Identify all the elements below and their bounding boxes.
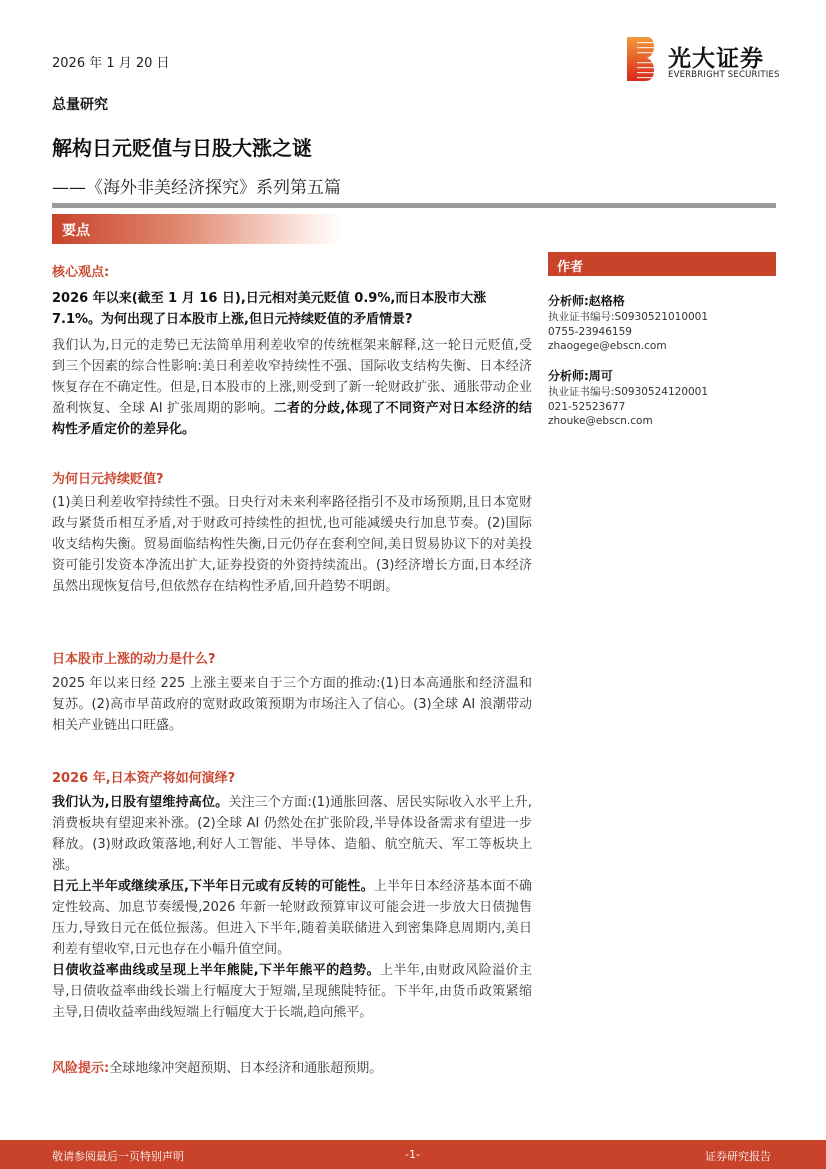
logo-text: 光大证券 <box>668 46 764 72</box>
footer-bar <box>0 1140 826 1169</box>
analyst-license: 执业证书编号:S0930521010001 <box>548 311 709 323</box>
outlook-p3 <box>52 960 532 1023</box>
outlook-p1-text: 关注三个方面:(1)通胀回落、居民实际收入水平上升,消费板块有望迎来补涨。(2)全球 AI 仍然处在扩张阶段,半导体设备需求有望进一步释放。(3)财政政策落地,利好人工智能、半导体、造船、航空航天、军工等板块上涨。 <box>52 795 532 873</box>
analyst-card <box>548 292 708 354</box>
divider <box>52 203 776 208</box>
analyst-phone: 0755-23946159 <box>548 325 632 338</box>
report-title: 解构日元贬值与日股大涨之谜 <box>52 136 312 160</box>
outlook-heading: 2026 年,日本资产将如何演绎? <box>52 771 236 786</box>
outlook-p2 <box>52 876 532 960</box>
yen-body: (1)美日利差收窄持续性不强。日央行对未来利率路径指引不及市场预期,且日本宽财政与紧货币相互矛盾,对于财政可持续性的担忧,也可能减缓央行加息节奏。(2)国际收支结构失衡。贸易面临结构性失衡,日元仍存在套利空间,美日贸易协议下的对美投资可能引发资本净流出扩大,证券投资的外资持续流出。(3)经济增长方面,日本经济虽然出现恢复信号,但依然存在结构性矛盾,回升趋势不明朗。 <box>52 495 532 594</box>
outlook-p2-text: 上半年日本经济基本面不确定性较高、加息节奏缓慢,2026 年新一轮财政预算审议可能会进一步放大日债抛售压力,导致日元在低位振荡。但进入下半年,随着美联储进入到密集降息周期内,美日利差有望收窄,日元也存在小幅升值空间。 <box>52 879 532 957</box>
analyst-name: 分析师:赵格格 <box>548 294 625 308</box>
outlook-p1 <box>52 792 532 876</box>
analyst-email[interactable]: zhaogege@ebscn.com <box>548 340 667 352</box>
authors-label: 作者 <box>557 260 584 275</box>
risk-text: 全球地缘冲突超预期、日本经济和通胀超预期。 <box>109 1061 383 1076</box>
analyst-card <box>548 367 708 429</box>
outlook-p3-bold: 日债收益率曲线或呈现上半年熊陡,下半年熊平的趋势。 <box>52 963 380 978</box>
report-category: 总量研究 <box>52 97 108 113</box>
core-heading: 核心观点: <box>52 265 110 280</box>
core-body-text: 我们认为,日元的走势已无法简单用利差收窄的传统框架来解释,这一轮日元贬值,受到三个因素的综合性影响:美日利差收窄持续性不强、国际收支结构失衡、日本经济恢复存在不确定性。但是,日本股市的上涨,则受到了新一轮财政扩张、通胀带动企业盈利恢复、全球 AI 扩张周期的影响。 <box>52 338 532 416</box>
stocks-body: 2025 年以来日经 225 上涨主要来自于三个方面的推动:(1)日本高通胀和经济温和复苏。(2)高市早苗政府的宽财政政策预期为市场注入了信心。(3)全球 AI 浪潮带动相关产业链出口旺盛。 <box>52 676 532 733</box>
analyst-phone: 021-52523677 <box>548 400 626 413</box>
authors-band <box>548 252 776 276</box>
risk-label: 风险提示: <box>52 1061 110 1076</box>
yen-heading: 为何日元持续贬值? <box>52 472 164 487</box>
report-subtitle: ——《海外非美经济探究》系列第五篇 <box>52 178 341 198</box>
analyst-license: 执业证书编号:S0930524120001 <box>548 386 709 398</box>
analyst-email[interactable]: zhouke@ebscn.com <box>548 415 653 427</box>
logo-icon <box>627 37 654 81</box>
core-lead: 2026 年以来(截至 1 月 16 日),日元相对美元贬值 0.9%,而日本股市大涨 7.1%。为何出现了日本股市上涨,但日元持续贬值的矛盾情景? <box>52 291 487 327</box>
footer-report-type: 证券研究报告 <box>705 1150 771 1163</box>
report-date: 2026 年 1 月 20 日 <box>52 56 170 71</box>
page-number: -1- <box>405 1148 420 1161</box>
outlook-p3-text: 上半年,由财政风险溢价主导,日债收益率曲线长端上行幅度大于短端,呈现熊陡特征。下半年,由货币政策紧缩主导,日债收益率曲线短端上行幅度大于长端,趋向熊平。 <box>52 963 532 1020</box>
outlook-p2-bold: 日元上半年或继续承压,下半年日元或有反转的可能性。 <box>52 879 374 894</box>
highlights-band <box>52 214 342 244</box>
stocks-heading: 日本股市上涨的动力是什么? <box>52 652 216 667</box>
logo-subtext: EVERBRIGHT SECURITIES <box>668 70 780 80</box>
highlights-label: 要点 <box>62 223 90 239</box>
outlook-p1-bold: 我们认为,日股有望维持高位。 <box>52 795 229 810</box>
core-body <box>52 335 532 440</box>
footer-disclaimer: 敬请参阅最后一页特别声明 <box>52 1150 184 1163</box>
analyst-name: 分析师:周可 <box>548 369 613 383</box>
risk-note <box>52 1058 532 1079</box>
core-body-bold: 二者的分歧,体现了不同资产对日本经济的结构性矛盾定价的差异化。 <box>52 401 532 437</box>
